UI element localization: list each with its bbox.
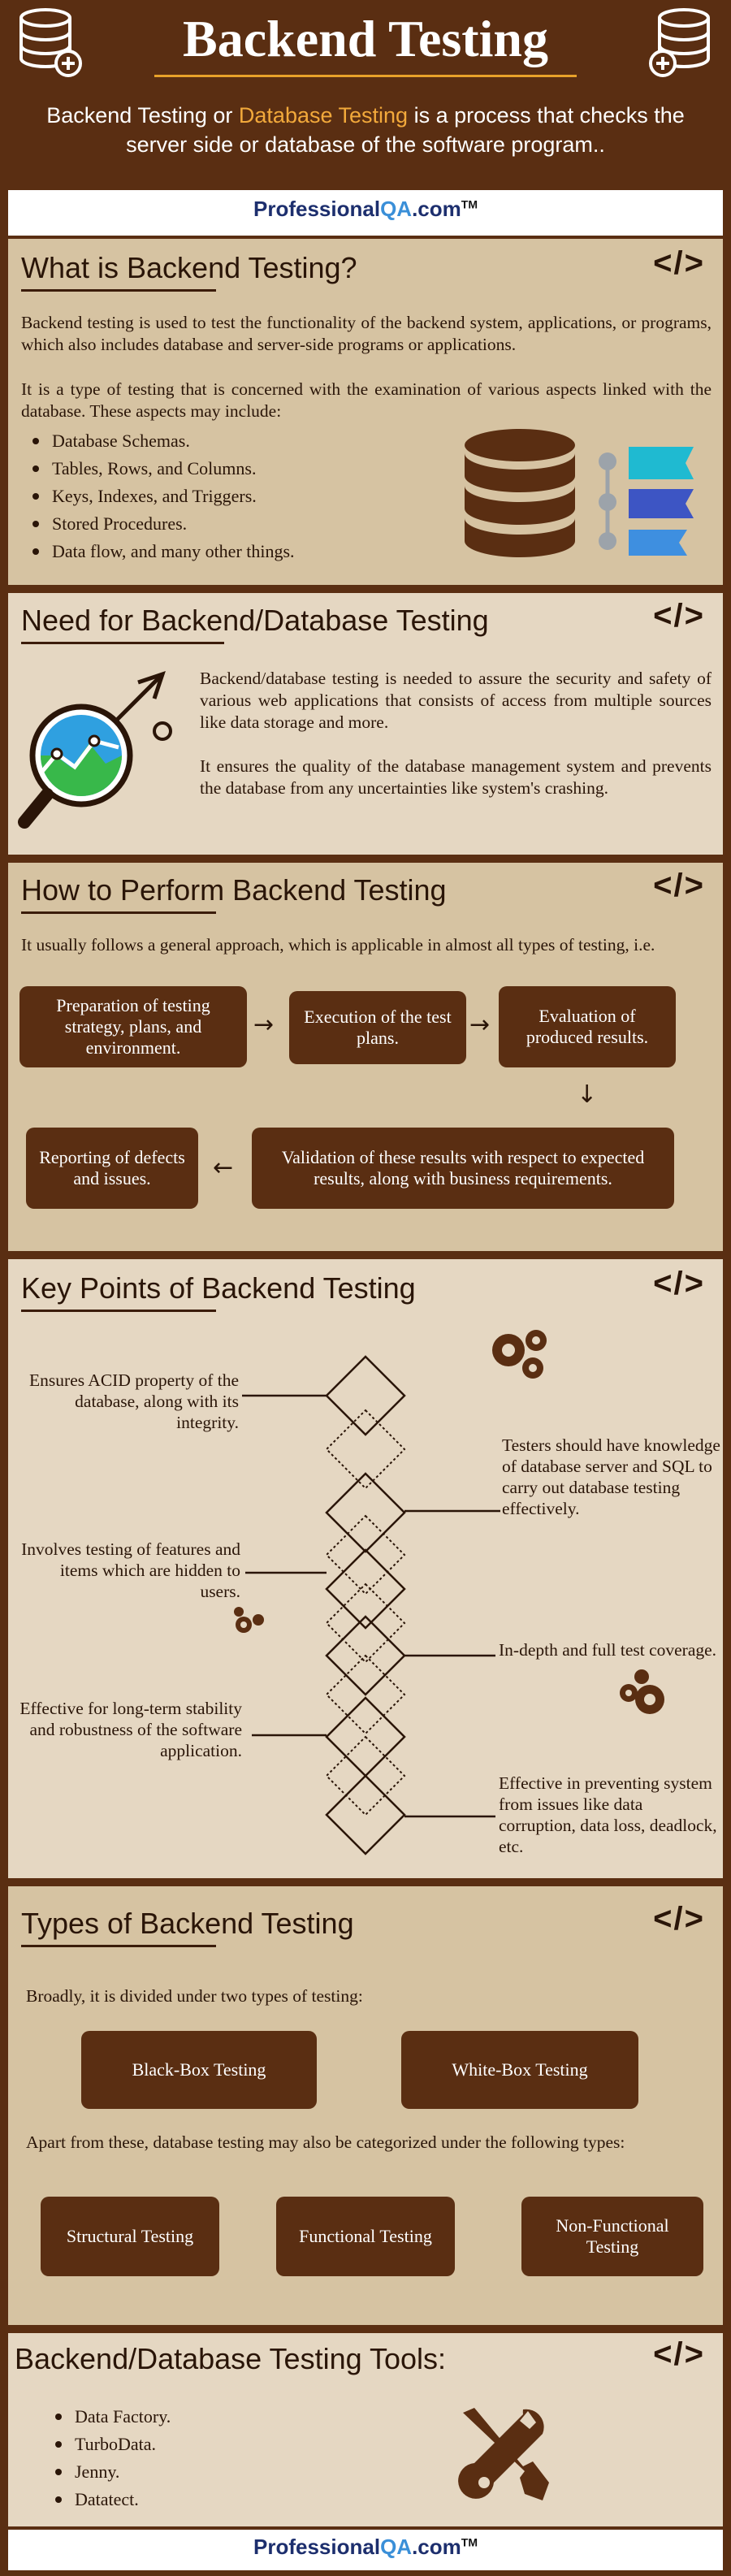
type-box: Structural Testing — [41, 2197, 219, 2276]
arrow-down-icon: ↓ — [577, 1080, 598, 1109]
key-point: Involves testing of features and items which are hidden to users. — [21, 1539, 240, 1601]
arrow-right-icon: → — [253, 1011, 275, 1039]
header — [0, 0, 731, 187]
logo-text: .com — [412, 2535, 461, 2559]
section-title: Key Points of Backend Testing — [21, 1271, 416, 1305]
gears-icon — [492, 1330, 547, 1379]
key-point: In-depth and full test coverage. — [499, 1640, 717, 1660]
code-icon: </> — [653, 868, 705, 903]
list-item: Keys, Indexes, and Triggers. — [21, 483, 295, 510]
step-box: Validation of these results with respect to expected results, along with business requirements. — [252, 1128, 674, 1209]
section-underline — [21, 1945, 216, 1947]
section-title: Need for Backend/Database Testing — [21, 604, 489, 637]
section-title: Types of Backend Testing — [21, 1907, 354, 1940]
section-need — [8, 593, 723, 855]
logo-band-bottom — [8, 2530, 723, 2570]
section-title: Backend/Database Testing Tools: — [15, 2342, 447, 2375]
code-icon: </> — [653, 1901, 705, 1937]
list-item: Data flow, and many other things. — [21, 538, 295, 565]
code-icon: </> — [653, 2336, 705, 2372]
subtitle-text: Backend Testing or — [46, 103, 239, 128]
code-icon: </> — [653, 1266, 705, 1301]
step-box: Reporting of defects and issues. — [26, 1128, 198, 1209]
logo-text: Professional — [253, 2535, 381, 2559]
how-intro: It usually follows a general approach, which is applicable in almost all types of testing, i.e. — [21, 935, 655, 955]
key-point: Ensures ACID property of the database, along with its integrity. — [29, 1370, 239, 1432]
code-icon: </> — [653, 598, 705, 634]
list-item: Tables, Rows, and Columns. — [21, 455, 295, 483]
section-key-points — [8, 1259, 723, 1878]
logo-text: Professional — [253, 197, 381, 221]
arrow-right-icon: → — [469, 1011, 491, 1039]
page-subtitle — [16, 101, 715, 159]
list-item: Datatect. — [44, 2486, 171, 2513]
section-what-is — [8, 239, 723, 585]
section-underline — [21, 642, 224, 644]
what-list — [21, 427, 295, 565]
what-paragraph-1: Backend testing is used to test the functionality of the backend system, applications, or programs, which also includes database and server-side programs or applications. — [21, 313, 712, 354]
section-tools — [8, 2333, 723, 2526]
step-box: Execution of the test plans. — [289, 991, 466, 1064]
types-intro: Broadly, it is divided under two types of testing: — [26, 1986, 363, 2006]
tools-list — [44, 2403, 171, 2513]
list-item: Database Schemas. — [21, 427, 295, 455]
list-item: Jenny. — [44, 2458, 171, 2486]
list-item: Stored Procedures. — [21, 510, 295, 538]
professionalqa-logo — [8, 2535, 723, 2560]
page-title: Backend Testing — [183, 10, 548, 67]
type-box: Black-Box Testing — [81, 2031, 317, 2109]
title-underline — [154, 75, 577, 77]
key-point: Effective in preventing system from issues like data corruption, data loss, deadlock, etc. — [499, 1773, 717, 1856]
arrow-left-icon: ← — [213, 1154, 234, 1182]
step-box: Evaluation of produced results. — [499, 986, 676, 1067]
section-title: What is Backend Testing? — [21, 251, 357, 284]
logo-tm: TM — [461, 2535, 478, 2549]
section-underline — [21, 289, 216, 292]
logo-tm: TM — [461, 197, 478, 211]
what-paragraph-2: It is a type of testing that is concerned with the examination of various aspects linked with the database. These aspects may include: — [21, 379, 712, 421]
section-title: How to Perform Backend Testing — [21, 873, 447, 907]
logo-text: QA — [380, 2535, 413, 2559]
need-paragraph-2: It ensures the quality of the database management system and prevents the database from any uncertainties like system's crashing. — [200, 756, 712, 798]
logo-text: .com — [412, 197, 461, 221]
need-paragraph-1: Backend/database testing is needed to assure the security and safety of various web applications that consists of access from multiple sources like data storage and more. — [200, 669, 712, 732]
list-item: TurboData. — [44, 2431, 171, 2458]
step-box: Preparation of testing strategy, plans, and environment. — [19, 986, 247, 1067]
type-box: Functional Testing — [276, 2197, 455, 2276]
code-icon: </> — [653, 245, 705, 281]
logo-text: QA — [380, 197, 413, 221]
section-how — [8, 863, 723, 1251]
subtitle-text: is a process that checks the server side or database of the software program.. — [126, 103, 685, 157]
database-network-icon — [463, 427, 707, 565]
magnifier-analytics-icon — [16, 666, 179, 837]
professionalqa-logo — [8, 197, 723, 222]
type-box: Non-Functional Testing — [521, 2197, 703, 2276]
section-underline — [21, 911, 216, 914]
logo-band — [8, 190, 723, 236]
database-add-icon — [647, 6, 715, 78]
key-point: Effective for long-term stability and robustness of the software application. — [19, 1699, 242, 1760]
wrench-screwdriver-icon — [447, 2405, 552, 2510]
type-box: White-Box Testing — [401, 2031, 638, 2109]
database-add-icon — [16, 6, 84, 78]
types-intro-2: Apart from these, database testing may also be categorized under the following types: — [26, 2132, 625, 2152]
list-item: Data Factory. — [44, 2403, 171, 2431]
subtitle-highlight: Database Testing — [238, 103, 409, 128]
key-point: Testers should have knowledge of database server and SQL to carry out database testing effectively. — [502, 1435, 720, 1518]
section-types — [8, 1886, 723, 2325]
